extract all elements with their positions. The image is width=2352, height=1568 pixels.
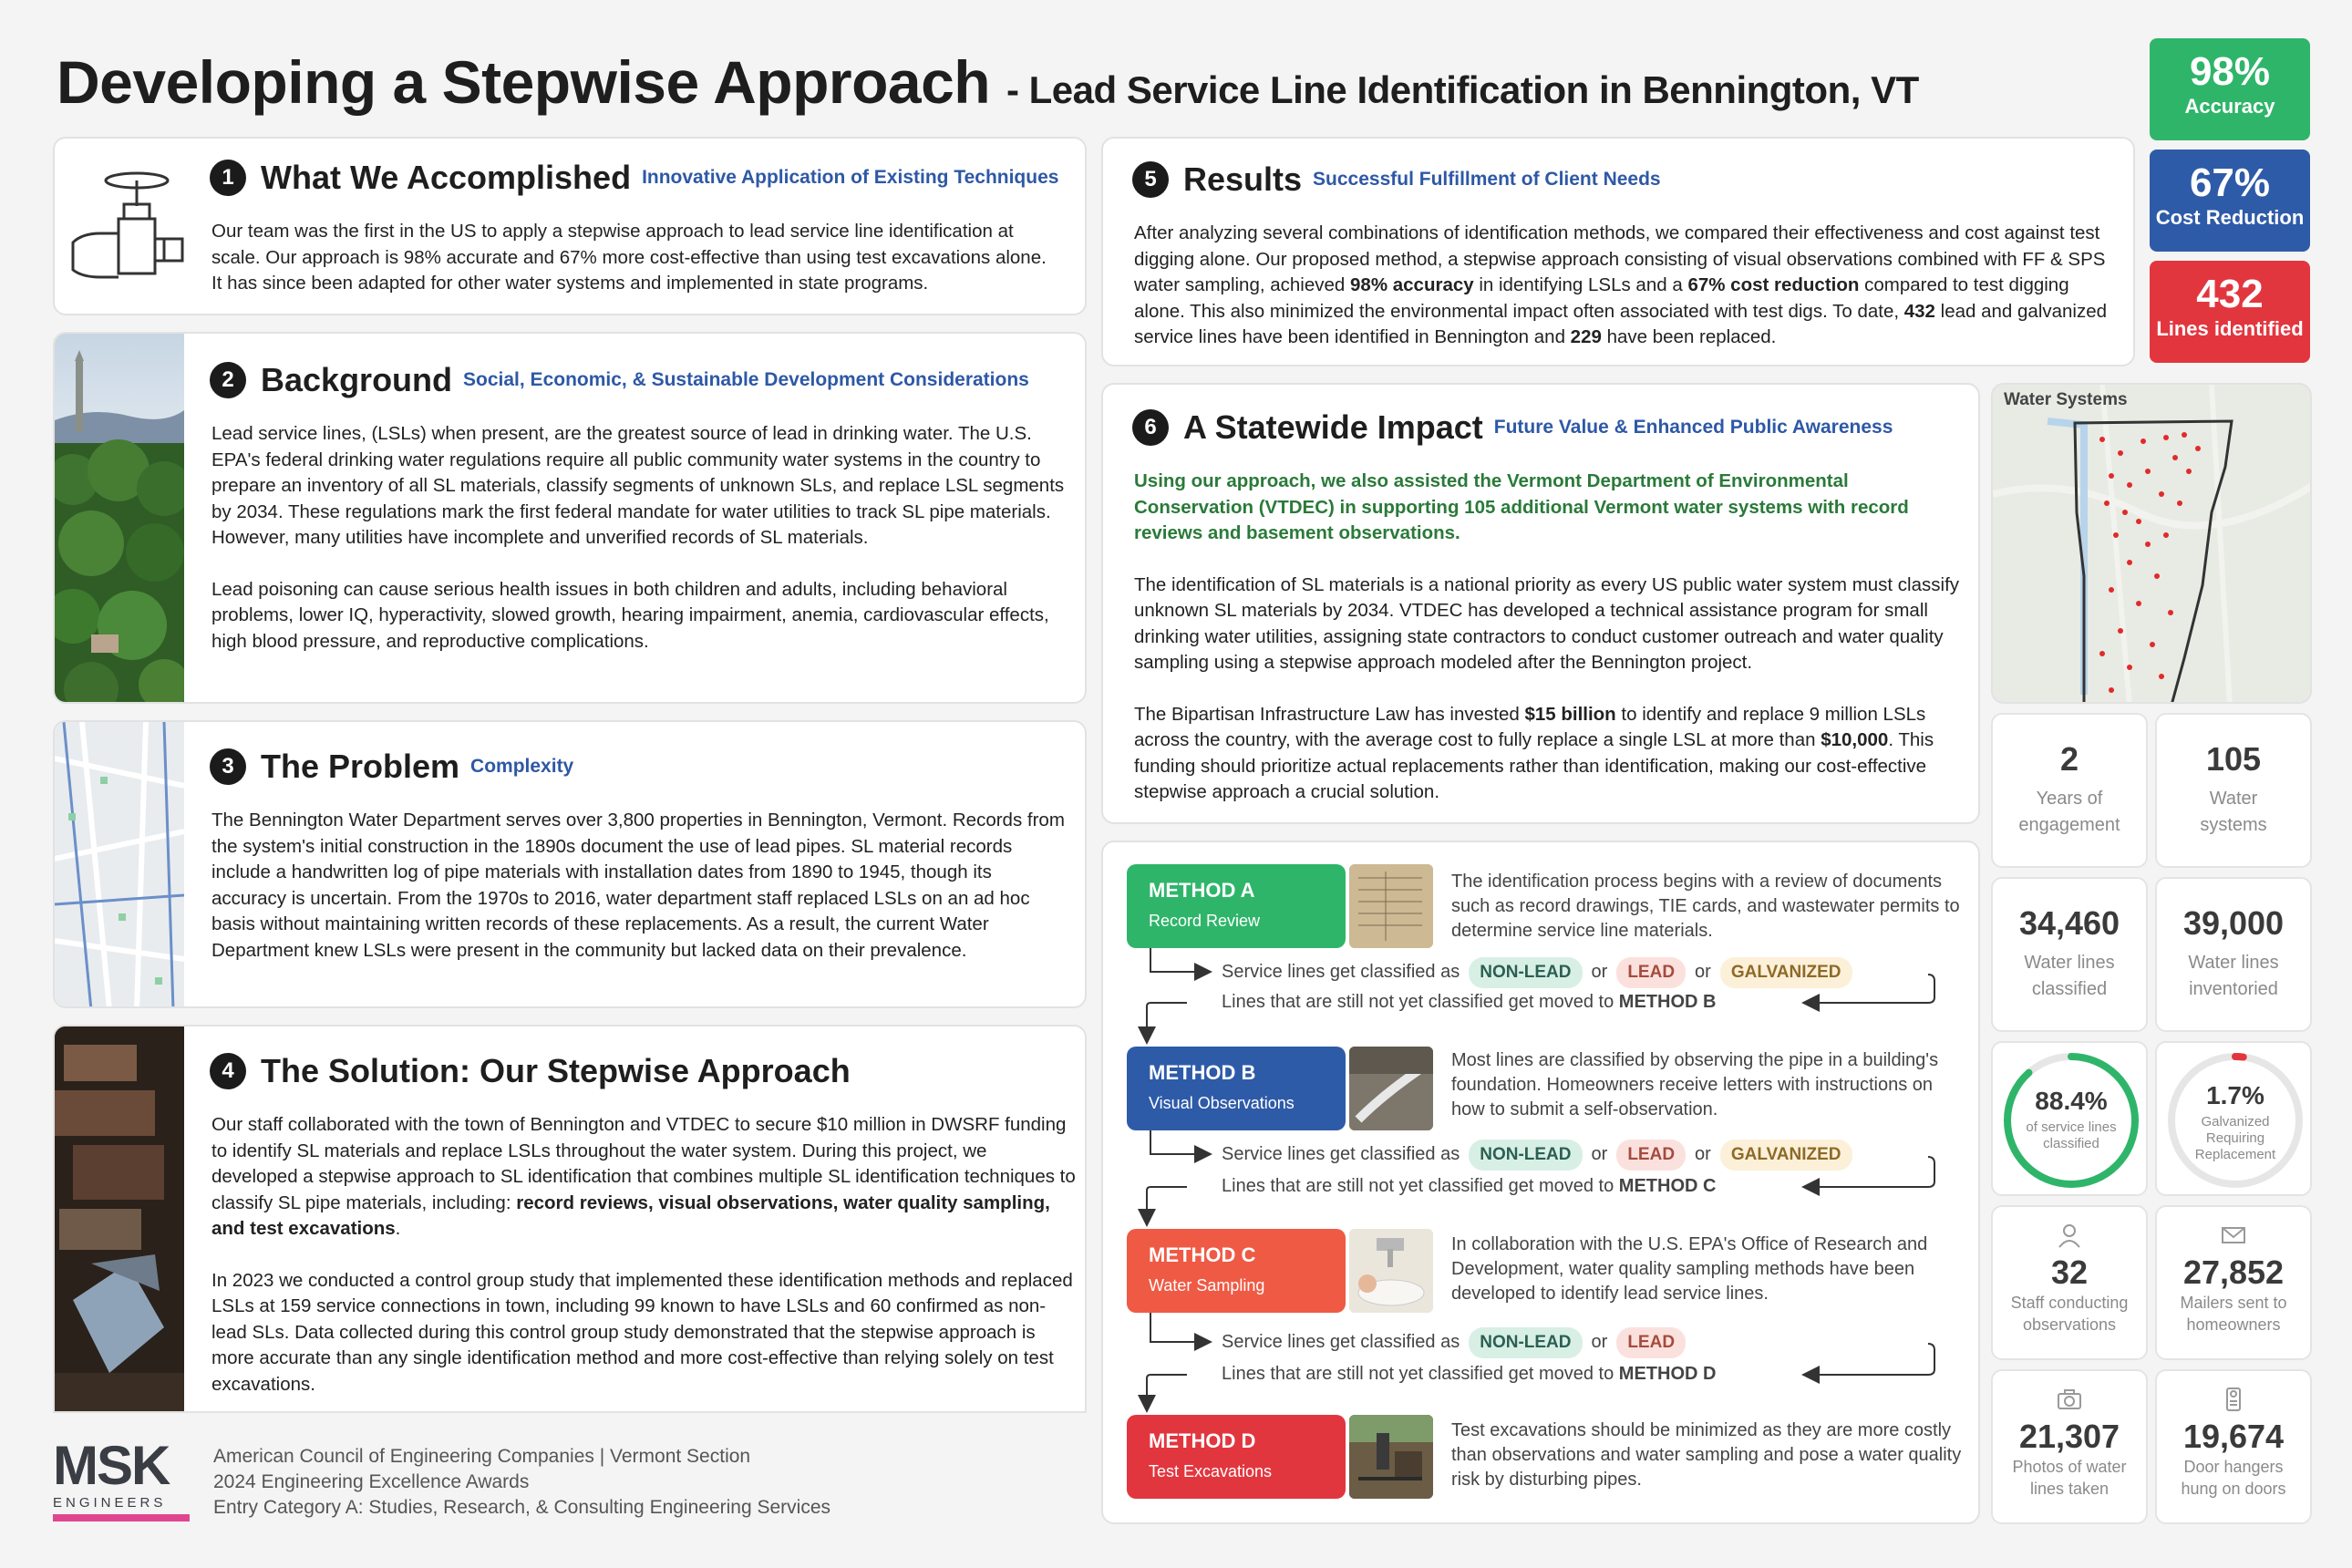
person-icon [1993, 1222, 2146, 1253]
section-text: Using our approach, we also assisted the Vermont Department of Environmental Conservation (VTDEC) in supporting 105 additional Vermont water systems with record reviews and basement observations. The identification of SL materials is a national priority as every US public water system must classify unknown SL materials by 2034. VTDEC has developed a technical assistance program for small drinking water utilities, assigning state contractors to conduct customer outreach and water quality sampling using a stepwise approach modeled after the Bennington project. The Bipartisan Infrastructure Law has invested $15 billion to identify and replace 9 million LSLs across the country, with the average cost to fully replace a single LSL at more than $10,000. This funding should prioritize actual replacements rather than identification, making our cost-effective stepwise approach a crucial solution. [1134, 470, 1960, 802]
move-to-method-b: Lines that are still not yet classified get moved to METHOD B [1222, 992, 1717, 1012]
methods-flowchart [1101, 841, 1980, 1524]
section-text: The Bennington Water Department serves over 3,800 properties in Bennington, Vermont. Records from the system's initial construction in the 1890s document the use of lead pipes. SL material records include a handwritten log of pipe materials with installation dates from 1890 to 1945, though its accuracy is uncertain. From the 1970s to 2016, water department staff replaced LSLs on an ad hoc basis without maintaining written records of these replacements. As a result, the current Water Department knew LSLs were present in the community but lacked data on their prevalence. [211, 810, 1065, 961]
section-number: 5 [1132, 161, 1169, 198]
section-tagline: Innovative Application of Existing Techniques [642, 167, 1059, 188]
door-hanger-icon [2157, 1386, 2310, 1418]
method-d-label: METHOD D Test Excavations [1127, 1415, 1346, 1499]
method-b-label: METHOD B Visual Observations [1127, 1047, 1346, 1130]
move-to-method-d: Lines that are still not yet classified get moved to METHOD D [1222, 1364, 1717, 1384]
section-tagline: Successful Fulfillment of Client Needs [1313, 169, 1661, 190]
stat-accuracy: 98% Accuracy [2150, 38, 2310, 140]
section-text: Lead service lines, (LSLs) when present, are the greatest source of lead in drinking water. The U.S. EPA's federal drinking water regulations require all public community water systems in the country to prepare an inventory of all SL materials, classify segments of unknown SLs, and replace LSL segments by 2034. These regulations mark the first federal mandate for water utilities to track SL pipe materials. However, many utilities have incomplete and unverified records of SL materials. Lead poisoning can cause serious health issues in both children and adults, including behavioral problems, lower IQ, hyperactivity, slowed growth, hearing impairment, anemia, cardiovascular effects, high blood pressure, and reproductive complications. [211, 423, 1065, 652]
visual-observation-photo [1349, 1047, 1433, 1130]
lead-badge: LEAD [1616, 1140, 1686, 1171]
mail-icon [2157, 1222, 2310, 1253]
tile-photos: 21,307 Photos of water lines taken [1991, 1369, 2148, 1524]
non-lead-badge: NON-LEAD [1469, 1327, 1582, 1358]
section-text: After analyzing several combinations of identification methods, we compared their effectiveness and cost against test digging alone. Our proposed method, a stepwise approach consisting of visual observations combined with FF & SPS water sampling, achieved 98% accuracy in identifying LSLs and a 67% cost reduction compared to test digging alone. This also minimized the environmental impact often associated with test digs. To date, 432 lead and galvanized service lines have been identified in Bennington and 229 have been replaced. [1134, 222, 2108, 347]
method-c-description: In collaboration with the U.S. EPA's Office of Research and Development, water quality sampling methods have been developed to identify lead service lines. [1451, 1234, 1928, 1304]
section-text: Our staff collaborated with the town of Bennington and VTDEC to secure $10 million in DWSRF funding to identify SL materials and replace LSLs throughout the water system. During this project, we developed a stepwise approach to SL identification that combines multiple SL identification techniques to classify SL pipe materials, including: record reviews, visual observations, water quality sampling, and test excavations. In 2023 we conducted a control group study that implemented these identification methods and replaced LSLs at 159 service connections in town, including 99 known to have LSLs and 60 confirmed as non-lead SLs. Data collected during this control group study demonstrated that the stepwise approach is more accurate than any single identification method and more cost-effective than relying solely on test excavations. [211, 1114, 1076, 1395]
section-number: 1 [210, 160, 246, 196]
tile-door-hangers: 19,674 Door hangers hung on doors [2155, 1369, 2312, 1524]
section-title: What We Accomplished [261, 159, 632, 196]
section-tagline: Social, Economic, & Sustainable Development Considerations [463, 369, 1029, 390]
water-systems-map [1991, 383, 2312, 704]
test-excavation-photo [1349, 1415, 1433, 1499]
section-number: 2 [210, 362, 246, 398]
bennington-street-map [55, 722, 184, 1008]
galvanized-badge: GALVANIZED [1720, 957, 1852, 988]
gauge-value: 1.7% [2206, 1081, 2264, 1109]
section-number: 3 [210, 748, 246, 785]
method-a-description: The identification process begins with a review of documents such as record drawings, TIE cards, and wastewater permits to determine service line materials. [1451, 872, 1960, 941]
section-header [210, 159, 1058, 197]
tile-mailers: 27,852 Mailers sent to homeowners [2155, 1205, 2312, 1360]
galvanized-badge: GALVANIZED [1720, 1140, 1852, 1171]
section-accomplished [53, 137, 1087, 315]
footer-credits: American Council of Engineering Companies | Vermont Section 2024 Engineering Excellence Awards Entry Category A: Studies, Research, & Consulting Engineering Services [213, 1446, 831, 1518]
hydrant-valve-icon [55, 160, 191, 297]
lead-badge: LEAD [1616, 1327, 1686, 1358]
section-header [210, 748, 573, 786]
non-lead-badge: NON-LEAD [1469, 1140, 1582, 1171]
section-text: Our team was the first in the US to apply a stepwise approach to lead service line identification at scale. Our approach is 98% accurate and 67% more cost-effective than using test excavations alone. It has since been adapted for other water systems and implemented in state programs. [211, 221, 1047, 294]
gauge-tile-galvanized: 1.7% Galvanized Requiring Replacement [2155, 1041, 2312, 1196]
msk-logo: MSK ENGINEERS [53, 1439, 190, 1521]
gauge-value: 88.4% [2035, 1087, 2108, 1115]
lead-badge: LEAD [1616, 957, 1686, 988]
section-title: Background [261, 361, 453, 398]
section-tagline: Future Value & Enhanced Public Awareness [1493, 417, 1893, 438]
stat-cost-reduction: 67% Cost Reduction [2150, 150, 2310, 252]
non-lead-badge: NON-LEAD [1469, 957, 1582, 988]
section-background [53, 332, 1087, 704]
tile-staff: 32 Staff conducting observations [1991, 1205, 2148, 1360]
gauge-tile-classified: 88.4% of service lines classified [1991, 1041, 2148, 1196]
section-header [1132, 160, 1661, 199]
method-a-classification: Service lines get classified as NON-LEAD or LEAD or GALVANIZED [1222, 957, 1862, 988]
section-header [210, 361, 1029, 399]
section-number: 4 [210, 1053, 246, 1089]
water-sampling-photo [1349, 1229, 1433, 1313]
section-tagline: Complexity [470, 756, 574, 777]
method-b-description: Most lines are classified by observing the pipe in a building's foundation. Homeowners receive letters with instructions on how to submit a self-observation. [1451, 1050, 1939, 1119]
method-c-label: METHOD C Water Sampling [1127, 1229, 1346, 1313]
record-review-photo [1349, 864, 1433, 948]
method-a-label: METHOD A Record Review [1127, 864, 1346, 948]
move-to-method-c: Lines that are still not yet classified get moved to METHOD C [1222, 1176, 1717, 1196]
section-number: 6 [1132, 409, 1169, 446]
page-subtitle: - Lead Service Line Identification in Bennington, VT [1006, 68, 1919, 111]
bennington-landscape-photo [55, 334, 184, 704]
section-title: The Problem [261, 748, 460, 785]
page-title: Developing a Stepwise Approach - Lead Service Line Identification in Bennington, VT [57, 48, 1919, 116]
method-b-classification: Service lines get classified as NON-LEAD or LEAD or GALVANIZED [1222, 1140, 1862, 1171]
section-results [1101, 137, 2135, 366]
tile-lines-inventoried: 39,000 Water lines inventoried [2155, 877, 2312, 1032]
section-problem [53, 720, 1087, 1008]
tile-lines-classified: 34,460 Water lines classified [1991, 877, 2148, 1032]
map-title: Water Systems [2004, 390, 2128, 409]
stat-lines-identified: 432 Lines identified [2150, 261, 2310, 363]
excavation-photo [55, 1026, 184, 1413]
method-c-classification: Service lines get classified as NON-LEAD or LEAD [1222, 1327, 1695, 1358]
section-statewide-impact [1101, 383, 1980, 824]
tile-years: 2 Years of engagement [1991, 713, 2148, 868]
tile-water-systems: 105 Water systems [2155, 713, 2312, 868]
section-title: Results [1183, 160, 1303, 198]
section-header [1132, 408, 1893, 447]
method-d-description: Test excavations should be minimized as they are more costly than observations and water sampling and pose a water quality risk by disturbing pipes. [1451, 1420, 1962, 1490]
section-title: A Statewide Impact [1183, 408, 1483, 446]
camera-icon [1993, 1386, 2146, 1418]
section-solution [53, 1025, 1087, 1413]
section-title: The Solution: Our Stepwise Approach [261, 1052, 851, 1089]
section-header [210, 1052, 851, 1090]
